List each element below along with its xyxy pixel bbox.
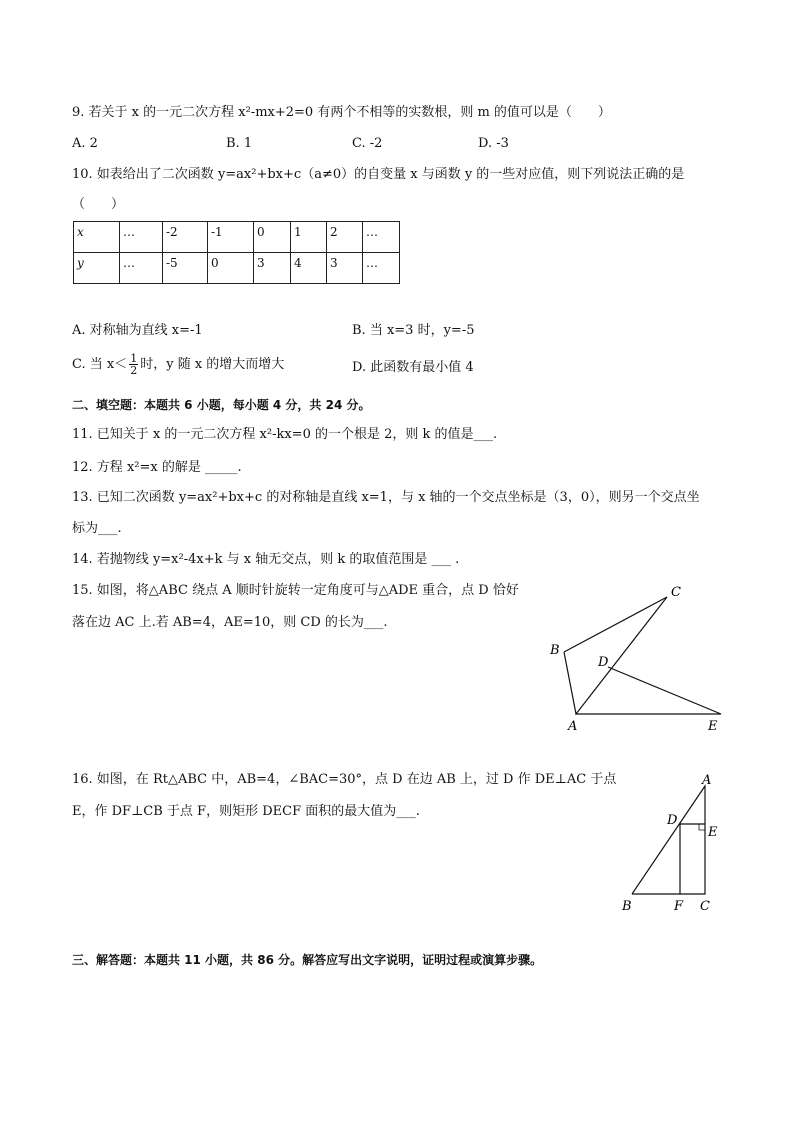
question-10-text: 10. 如表给出了二次函数 y=ax²+bx+c（a≠0）的自变量 x 与函数 y 的一些对应值，则下列说法正确的是: [72, 167, 685, 182]
table-cell: x: [74, 222, 120, 253]
label-b: B: [622, 899, 632, 914]
table-cell: …: [363, 253, 400, 284]
triangle-abc: [632, 786, 705, 894]
right-angle-mark: [699, 824, 705, 830]
q9-option-d: D. -3: [478, 136, 509, 151]
table-cell: -2: [163, 222, 208, 253]
question-11-text: 11. 已知关于 x 的一元二次方程 x²-kx=0 的一个根是 2，则 k 的值是___.: [72, 427, 498, 442]
q9-option-a: A. 2: [72, 136, 98, 151]
label-f: F: [674, 899, 684, 914]
table-cell: …: [363, 222, 400, 253]
fraction-numerator: 1: [130, 352, 138, 365]
q10-option-c-prefix: C. 当 x＜: [72, 357, 128, 372]
table-cell: 1: [291, 222, 327, 253]
question-15-line1: 15. 如图，将△ABC 绕点 A 顺时针旋转一定角度可与△ADE 重合，点 D 恰好: [72, 583, 519, 598]
q10-option-c: [72, 352, 284, 378]
question-12-text: 12. 方程 x²=x 的解是 _____.: [72, 460, 242, 475]
figure-16-right-triangle: [618, 768, 730, 916]
table-cell: 0: [254, 222, 291, 253]
table-cell: 0: [208, 253, 254, 284]
table-cell: -5: [163, 253, 208, 284]
label-d: D: [598, 655, 609, 670]
question-16-line2: E，作 DF⊥CB 于点 F，则矩形 DECF 面积的最大值为___.: [72, 804, 420, 819]
fraction: [129, 353, 138, 376]
value-table: [73, 221, 400, 284]
question-9-text: 9. 若关于 x 的一元二次方程 x²-mx+2=0 有两个不相等的实数根，则 m 的值可以是（ ）: [72, 105, 611, 120]
section-3-heading: 三、解答题：本题共 11 小题，共 86 分。解答应写出文字说明，证明过程或演算步骤。: [72, 953, 543, 967]
triangle-abc: [564, 597, 667, 714]
table-cell: 3: [327, 253, 363, 284]
table-cell: …: [120, 253, 163, 284]
figure-15-triangle-rotation: [540, 578, 740, 738]
label-a: A: [702, 773, 712, 788]
table-cell: …: [120, 222, 163, 253]
label-a: A: [568, 719, 578, 734]
q10-option-b: B. 当 x=3 时，y=-5: [352, 323, 475, 338]
triangle-ade: [576, 667, 721, 714]
table-row: [74, 253, 400, 284]
fraction-denominator: 2: [130, 364, 138, 377]
question-16-line1: 16. 如图，在 Rt△ABC 中，AB=4，∠BAC=30°，点 D 在边 AB 上，过 D 作 DE⊥AC 于点: [72, 772, 617, 787]
label-d: D: [667, 813, 678, 828]
label-b: B: [550, 643, 560, 658]
q9-option-c: C. -2: [352, 136, 383, 151]
question-13-line2: 标为___.: [72, 521, 122, 536]
label-e: E: [708, 825, 718, 840]
question-13-line1: 13. 已知二次函数 y=ax²+bx+c 的对称轴是直线 x=1，与 x 轴的一个交点坐标是（3，0），则另一个交点坐: [72, 490, 700, 505]
section-2-heading: 二、填空题：本题共 6 小题，每小题 4 分，共 24 分。: [72, 398, 371, 412]
table-cell: 4: [291, 253, 327, 284]
question-10-paren: （ ）: [72, 197, 125, 212]
label-c: C: [700, 899, 710, 914]
label-c: C: [671, 585, 681, 600]
table-cell: -1: [208, 222, 254, 253]
q10-option-c-suffix: 时，y 随 x 的增大而增大: [140, 357, 285, 372]
q9-option-b: B. 1: [226, 136, 253, 151]
label-e: E: [708, 719, 718, 734]
q10-option-d: D. 此函数有最小值 4: [352, 360, 474, 375]
table-row: [74, 222, 400, 253]
question-14-text: 14. 若抛物线 y=x²-4x+k 与 x 轴无交点，则 k 的取值范围是 ___ .: [72, 552, 460, 567]
question-15-line2: 落在边 AC 上.若 AB=4，AE=10，则 CD 的长为___.: [72, 615, 388, 630]
q10-option-a: A. 对称轴为直线 x=-1: [72, 323, 203, 338]
table-cell: 3: [254, 253, 291, 284]
table-cell: y: [74, 253, 120, 284]
table-cell: 2: [327, 222, 363, 253]
